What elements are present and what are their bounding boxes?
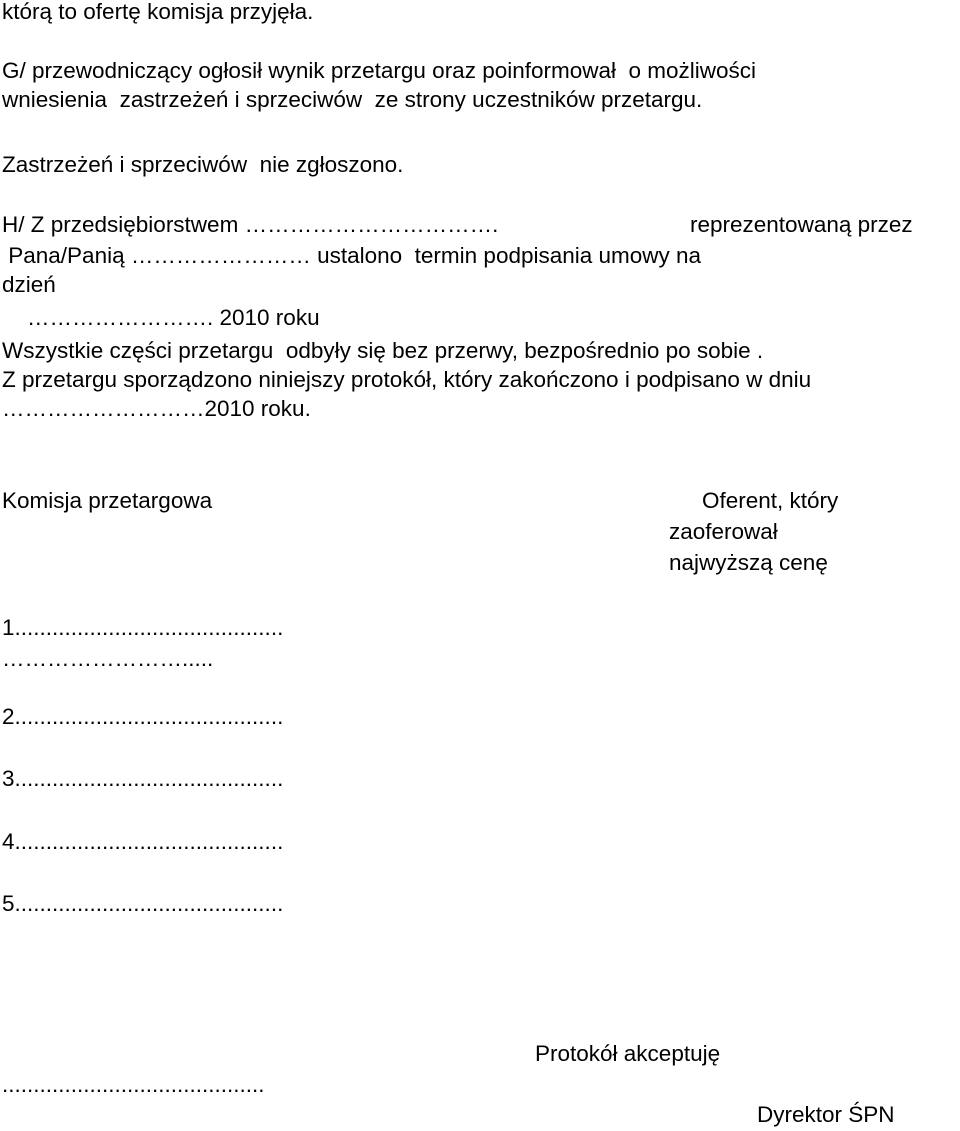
member-signature-2: 2...........................................	[2, 704, 284, 729]
text-line: G/ przewodniczący ogłosił wynik przetargu oraz poinformował o możliwości	[2, 58, 757, 83]
text-line: którą to ofertę komisja przyjęła.	[2, 0, 314, 24]
member-signature-1: 1...........................................	[2, 615, 284, 640]
text-line: wniesienia zastrzeżeń i sprzeciwów ze strony uczestników przetargu.	[2, 87, 703, 112]
text-line: H/ Z przedsiębiorstwem …………………………….	[2, 212, 505, 237]
text-line: ………………………2010 roku.	[2, 396, 311, 421]
text-line: Pana/Panią …………………… ustalono termin podpisania umowy na	[2, 243, 702, 268]
member-signature-1-cont: …………………….....	[2, 646, 214, 671]
text-line: Wszystkie części przetargu odbyły się bez przerwy, bezpośrednio po sobie .	[2, 338, 764, 363]
director-label: Dyrektor ŚPN	[757, 1102, 895, 1127]
accept-signature-line: ..........................................	[2, 1072, 265, 1097]
text-line: reprezentowaną przez	[690, 212, 913, 237]
text-line: Z przetargu sporządzono niniejszy protokół, który zakończono i podpisano w dniu	[2, 367, 812, 392]
bidder-label: Oferent, który	[702, 488, 839, 513]
text-line: ……………………. 2010 roku	[2, 305, 320, 330]
member-signature-3: 3...........................................	[2, 766, 284, 791]
member-signature-4: 4...........................................	[2, 829, 284, 854]
bidder-label: najwyższą cenę	[669, 550, 828, 575]
member-signature-5: 5...........................................	[2, 891, 284, 916]
commission-label: Komisja przetargowa	[2, 488, 213, 513]
text-line: Zastrzeżeń i sprzeciwów nie zgłoszono.	[2, 152, 404, 177]
accept-label: Protokół akceptuję	[535, 1041, 721, 1066]
bidder-label: zaoferował	[669, 519, 778, 544]
text-line: dzień	[2, 272, 56, 297]
